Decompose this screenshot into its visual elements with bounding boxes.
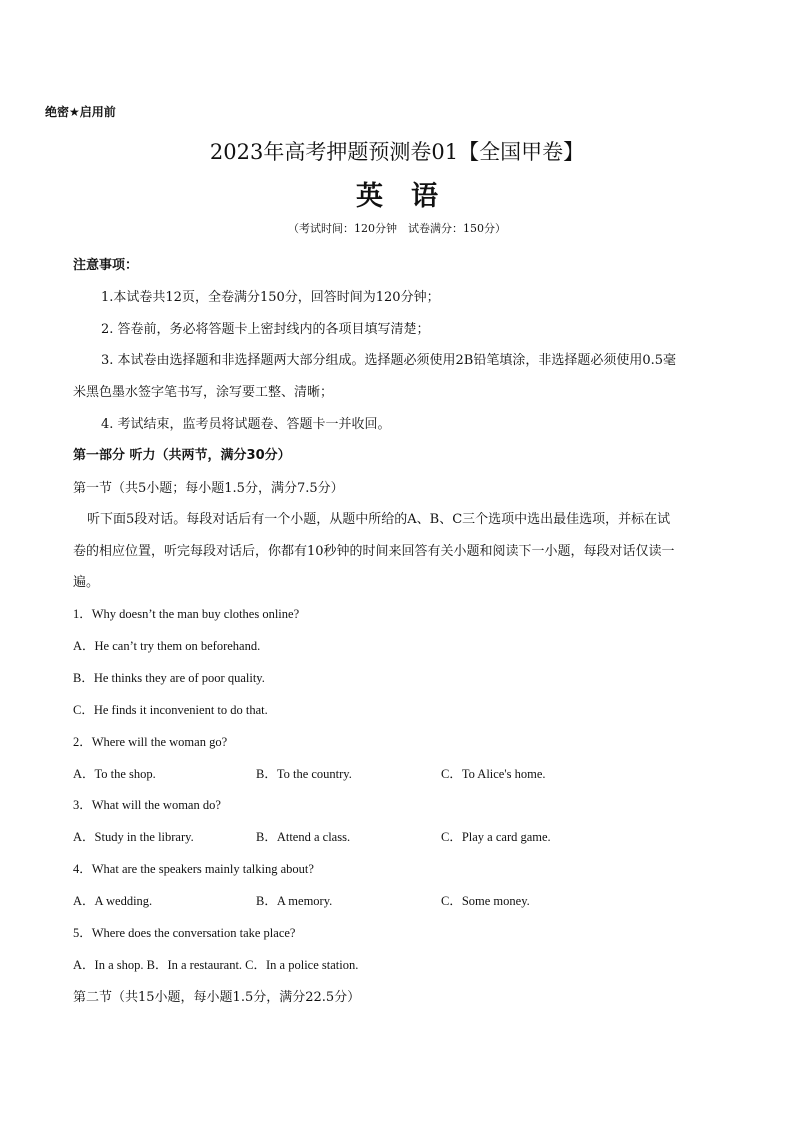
question-1-option-a: A．He can’t try them on beforehand.	[73, 639, 261, 653]
confidential-label: 绝密★启用前	[45, 105, 116, 119]
notice-item-2: 2. 答卷前，务必将答题卡上密封线内的各项目填写清楚；	[101, 322, 430, 337]
notice-heading: 注意事项：	[73, 258, 139, 273]
question-1-option-b: B．He thinks they are of poor quality.	[73, 671, 265, 685]
instructions-line-2: 卷的相应位置，听完每段对话后，你都有10秒钟的时间来回答有关小题和阅读下一小题，每段对话仅读一	[73, 544, 675, 559]
notice-item-3-cont: 米黑色墨水签字笔书写，涂写要工整、清晰；	[73, 385, 334, 400]
notice-item-4: 4. 考试结束，监考员将试题卷、答题卡一并收回。	[101, 417, 391, 432]
question-4-option-b: B．A memory.	[256, 894, 333, 908]
notice-item-1: 1.本试卷共12页，全卷满分150分，回答时间为120分钟；	[101, 290, 440, 305]
section2-heading: 第二节（共15小题，每小题1.5分，满分22.5分）	[73, 990, 361, 1005]
notice-item-3: 3. 本试卷由选择题和非选择题两大部分组成。选择题必须使用2B铅笔填涂，非选择题必须使用0.5毫	[101, 353, 677, 368]
question-4-option-a: A．A wedding.	[73, 894, 153, 908]
question-3-stem: 3．What will the woman do?	[73, 798, 221, 812]
question-3-option-b: B．Attend a class.	[256, 830, 351, 844]
question-1-option-c: C．He finds it inconvenient to do that.	[73, 703, 268, 717]
question-2-option-c: C．To Alice's home.	[441, 767, 546, 781]
question-2-option-b: B．To the country.	[256, 767, 352, 781]
exam-time-info: （考试时间：120分钟 试卷满分：150分）	[288, 222, 506, 235]
instructions-line-1: 听下面5段对话。每段对话后有一个小题，从题中所给的A、B、C三个选项中选出最佳选项，并标在试	[87, 512, 671, 527]
part1-heading: 第一部分 听力（共两节，满分30分）	[73, 448, 291, 463]
question-5-stem: 5．Where does the conversation take place?	[73, 926, 296, 940]
question-3-option-a: A．Study in the library.	[73, 830, 194, 844]
instructions-line-3: 遍。	[73, 575, 100, 590]
section1-heading: 第一节（共5小题；每小题1.5分，满分7.5分）	[73, 481, 344, 496]
question-5-options: A．In a shop. B．In a restaurant. C．In a police station.	[73, 958, 359, 972]
question-1-stem: 1．Why doesn’t the man buy clothes online?	[73, 607, 300, 621]
exam-title: 2023年高考押题预测卷01【全国甲卷】	[209, 140, 585, 164]
question-2-stem: 2．Where will the woman go?	[73, 735, 228, 749]
question-4-stem: 4．What are the speakers mainly talking about?	[73, 862, 314, 876]
question-4-option-c: C．Some money.	[441, 894, 530, 908]
question-2-option-a: A．To the shop.	[73, 767, 156, 781]
question-3-option-c: C．Play a card game.	[441, 830, 551, 844]
subject-title: 英语	[356, 181, 466, 212]
